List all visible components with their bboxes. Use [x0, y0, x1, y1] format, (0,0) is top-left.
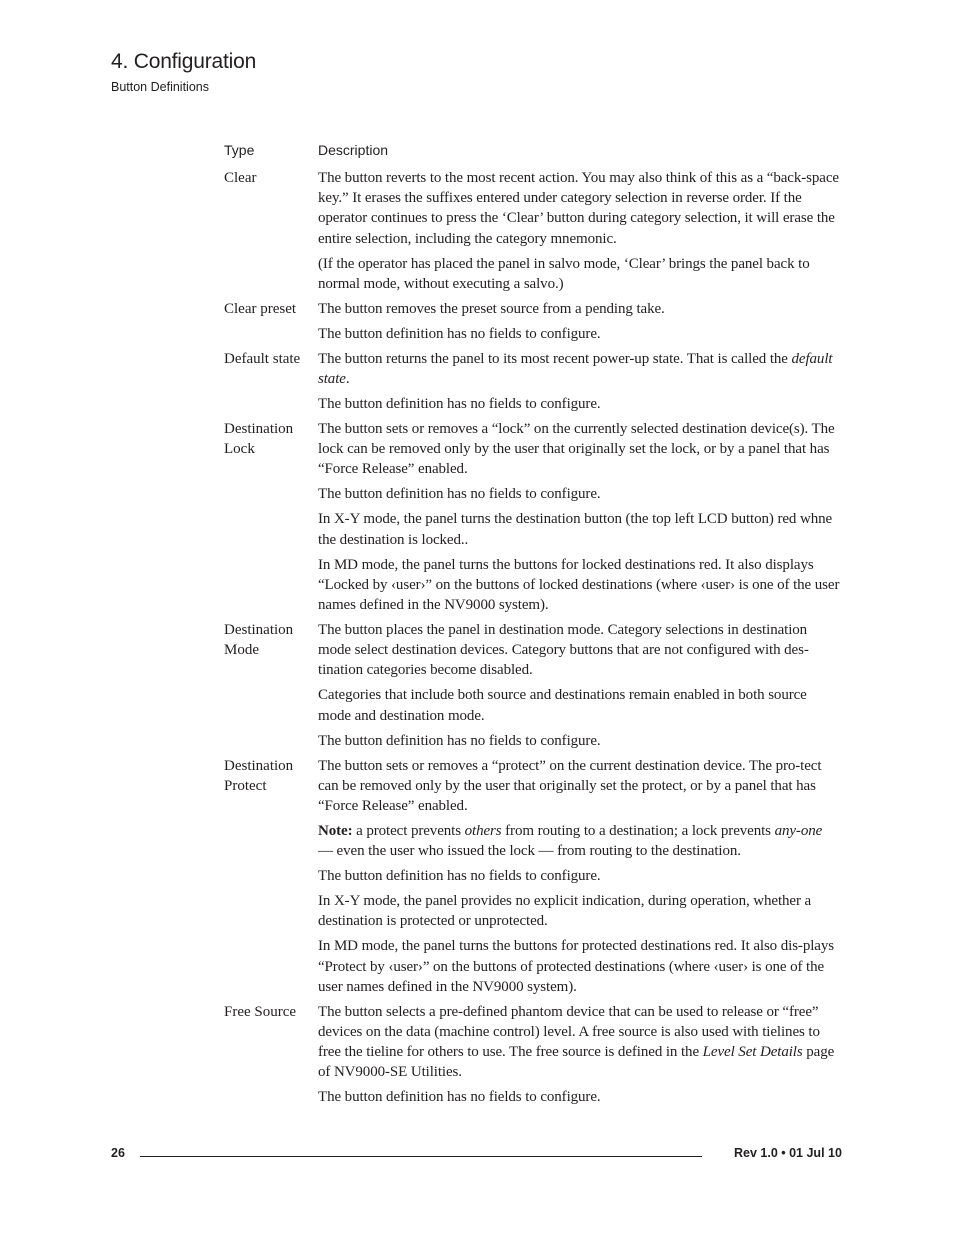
description-paragraph: The button definition has no fields to configure. — [318, 1089, 601, 1106]
chapter-title: 4. Configuration — [111, 50, 257, 73]
type-cell: Destination Protect — [224, 757, 294, 794]
type-cell: Clear — [224, 170, 257, 186]
type-cell: Clear preset — [224, 300, 297, 317]
description-paragraph: In X-Y mode, the panel provides no explicit indication, during operation, whether a destination is protected or unprotected. — [318, 893, 812, 930]
description-paragraph: The button reverts to the most recent action. You may also think of this as a “back-space key.” It erases the suffixes entered under category selection in reverse order. If the operator continues to press the ‘Clear’ button during category selection, it will erase the entire selection, including the category mnemonic. — [318, 170, 839, 247]
type-cell: Destination Lock — [224, 421, 294, 458]
description-paragraph: The button removes the preset source from a pending take. — [318, 300, 665, 317]
table-row-destination-mode — [224, 620, 840, 756]
table-row-destination-lock — [224, 419, 840, 620]
description-paragraph — [318, 1002, 840, 1083]
footer-revision: Rev 1.0 • 01 Jul 10 — [734, 1146, 842, 1160]
text-run: from routing to a destination; a lock prevents — [501, 823, 775, 840]
type-cell: Default state — [224, 350, 301, 367]
section-title: Button Definitions — [111, 80, 209, 94]
column-header-type: Type — [224, 142, 255, 158]
type-cell: Destination Mode — [224, 622, 294, 659]
text-run: — even the user who issued the lock — from routing to the destination. — [318, 843, 741, 860]
note-label: Note: — [318, 823, 353, 840]
table-row-destination-protect — [224, 756, 840, 1002]
description-cell — [318, 1002, 840, 1113]
description-cell — [318, 299, 840, 349]
description-paragraph: The button definition has no fields to configure. — [318, 396, 601, 413]
description-paragraph: The button places the panel in destination mode. Category selections in destination mode select destination devices. Category buttons that are not configured with des-tination categories become disabled. — [318, 622, 809, 679]
table-row-free-source — [224, 1002, 840, 1113]
note-paragraph — [318, 821, 840, 861]
text-run: page of NV9000-SE Utilities. — [318, 1044, 835, 1081]
emphasized-term: any-one — [774, 823, 823, 840]
table-row-clear — [224, 168, 840, 299]
description-cell — [318, 419, 840, 620]
description-paragraph: The button definition has no fields to configure. — [318, 486, 601, 503]
table-row-default-state — [224, 349, 840, 419]
description-paragraph — [318, 349, 840, 389]
emphasized-term: default state — [318, 350, 833, 388]
footer-page-number: 26 — [111, 1146, 125, 1160]
description-paragraph: The button definition has no fields to configure. — [318, 868, 601, 885]
description-paragraph: The button definition has no fields to configure. — [318, 732, 601, 749]
description-cell — [318, 620, 840, 756]
description-paragraph: The button definition has no fields to configure. — [318, 325, 601, 342]
column-header-description: Description — [318, 142, 389, 158]
emphasized-term: others — [464, 823, 502, 840]
footer-rule — [140, 1156, 702, 1157]
button-definitions-table — [224, 142, 840, 1112]
text-run: a protect prevents — [352, 823, 465, 840]
table-header-row — [224, 142, 840, 168]
description-paragraph: In X-Y mode, the panel turns the destination button (the top left LCD button) red whne the destination is locked.. — [318, 511, 833, 548]
description-cell — [318, 168, 840, 299]
type-cell: Free Source — [224, 1003, 297, 1020]
description-paragraph: In MD mode, the panel turns the buttons for protected destinations red. It also dis-plays “Protect by ‹user›” on the buttons of protected destinations (where ‹user› is one of the user names defined in the NV9000 system). — [318, 938, 834, 995]
text-run: The button returns the panel to its most recent power-up state. That is called the — [318, 350, 792, 367]
text-run: The button selects a pre-defined phantom device that can be used to release or “free” devices on the data (machine control) level. A free source is also used with tielines to free the tieline for others to use. The free source is defined in the — [318, 1003, 820, 1061]
table-row-clear-preset — [224, 299, 840, 349]
description-cell — [318, 349, 840, 419]
description-paragraph: The button sets or removes a “lock” on the currently selected destination device(s). The lock can be removed only by the user that originally set the lock, or by a panel that has “Force Release” enabled. — [318, 421, 835, 478]
description-cell — [318, 756, 840, 1002]
description-paragraph: The button sets or removes a “protect” on the current destination device. The pro-tect can be removed only by the user that originally set the protect, or by a panel that has “Force Release” enabled. — [318, 757, 822, 815]
emphasized-term: Level Set Details — [702, 1044, 803, 1061]
text-run: . — [345, 371, 350, 388]
description-paragraph: In MD mode, the panel turns the buttons for locked destinations red. It also displays “Locked by ‹user›” on the buttons of locked destinations (where ‹user› is one of the user names defined in the NV9000 system). — [318, 556, 840, 614]
description-paragraph: Categories that include both source and destinations remain enabled in both source mode and destination mode. — [318, 687, 807, 724]
description-paragraph: (If the operator has placed the panel in salvo mode, ‘Clear’ brings the panel back to normal mode, without executing a salvo.) — [318, 255, 810, 292]
